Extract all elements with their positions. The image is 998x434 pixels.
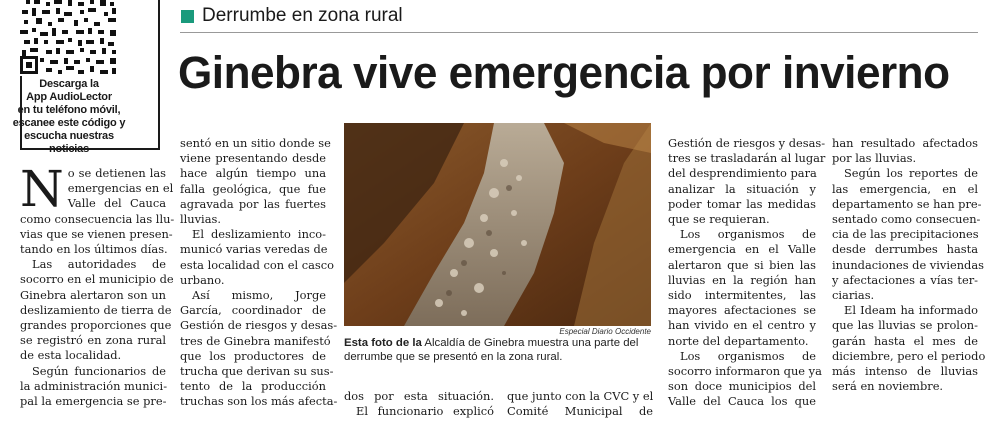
text-line: El deslizamiento inco- bbox=[192, 227, 326, 242]
text-line: viene presentando desde bbox=[180, 151, 326, 166]
text-line: la administración munici- bbox=[20, 378, 168, 393]
qr-caption-line: escucha nuestras noticias bbox=[24, 130, 114, 155]
text-line: desde derrumbes hasta bbox=[832, 242, 978, 257]
text-line: como consecuencia las llu- bbox=[20, 211, 175, 226]
text-line: trucha que derivan su sus- bbox=[180, 364, 334, 379]
text-line: han vivido en el centro y bbox=[668, 318, 816, 333]
text-line: lluvias. bbox=[180, 212, 221, 227]
section-divider bbox=[180, 32, 978, 33]
text-line: han resultado afectados bbox=[832, 136, 978, 150]
article-column-2 bbox=[180, 136, 338, 410]
headline: Ginebra vive emergencia por invierno bbox=[178, 47, 950, 98]
text-line: El funcionario explicó bbox=[356, 404, 494, 419]
text-line: por las lluvias. bbox=[832, 151, 917, 166]
landslide-image-icon bbox=[344, 123, 651, 326]
text-line: de esta localidad. bbox=[20, 348, 122, 363]
article-column-6 bbox=[832, 136, 986, 394]
text-line: hace algún tiempo una bbox=[180, 166, 326, 181]
text-line: Ginebra alertaron son un bbox=[20, 287, 166, 302]
article-column-5 bbox=[668, 136, 826, 410]
text-line: del desprendimiento para bbox=[668, 166, 817, 181]
text-line: mayores afectaciones se bbox=[668, 303, 816, 318]
text-line: que los productores de bbox=[180, 348, 326, 363]
landslide-photo bbox=[344, 123, 651, 326]
text-line: diciembre, pero el periodo bbox=[832, 348, 986, 363]
text-line: vias que se vienen presen- bbox=[20, 226, 173, 241]
text-line: tres de Ginebra manifestó bbox=[180, 333, 331, 348]
text-line: alertaron que si bien las bbox=[668, 257, 816, 272]
text-line: ciarias. bbox=[832, 288, 875, 303]
text-line: urbano. bbox=[180, 272, 225, 287]
text-line: son doce municipios del bbox=[668, 379, 816, 394]
photo-caption-text: Alcaldía de Ginebra muestra una parte del derrumbe que se presentó en la zona rural. bbox=[344, 337, 639, 363]
text-line: más intenso de lluvias bbox=[832, 364, 978, 379]
column-lines bbox=[832, 136, 986, 394]
text-line: municó varias veredas de bbox=[180, 242, 328, 257]
text-line: sido intermitentes, las bbox=[668, 288, 816, 303]
photo-credit: Especial Diario Occidente bbox=[559, 327, 651, 336]
article-column-4 bbox=[507, 389, 653, 419]
text-line: y afectaciones a vías ter- bbox=[832, 272, 978, 287]
text-line: Gestión de riesgos y desas- bbox=[668, 136, 826, 150]
text-line: norte del departamento. bbox=[668, 333, 809, 348]
text-line: las emergencia, en el bbox=[832, 181, 978, 196]
article-column-1 bbox=[20, 160, 175, 409]
section-marker-icon bbox=[181, 10, 194, 23]
text-line: sentado como consecuen- bbox=[832, 212, 981, 227]
section-label: Derrumbe en zona rural bbox=[202, 5, 403, 26]
text-line: truchas son los más afecta- bbox=[180, 394, 338, 409]
text-line: emergencia en el Valle bbox=[668, 242, 816, 257]
drop-cap: N bbox=[20, 160, 64, 218]
text-line: que las lluvias se prolon- bbox=[832, 318, 978, 333]
text-line: Valle del Cauca bbox=[67, 196, 166, 211]
text-line: que junto con la CVC y el bbox=[507, 389, 654, 403]
text-line: analizar la situación y bbox=[668, 181, 816, 196]
qr-caption-line: App AudioLector bbox=[26, 91, 112, 103]
column-lines bbox=[668, 136, 826, 410]
text-line: garán hasta el mes de bbox=[832, 333, 978, 348]
text-line: tento de la producción bbox=[180, 379, 326, 394]
qr-caption-line: Descarga la bbox=[39, 78, 99, 90]
text-line: El Ideam ha informado bbox=[844, 303, 978, 318]
text-line: Según los reportes de bbox=[844, 166, 978, 181]
text-line: García, coordinador de bbox=[180, 303, 326, 318]
text-line: tres se trasladarán al lugar bbox=[668, 151, 826, 166]
photo-caption bbox=[344, 336, 651, 364]
text-line: socorro en el municipio de bbox=[20, 272, 174, 287]
article-column-3 bbox=[344, 389, 494, 419]
text-line: Según funcionarios de bbox=[32, 363, 166, 378]
text-line: falla geológica, que fue bbox=[180, 181, 326, 196]
text-line: socorro informaron que ya bbox=[668, 364, 822, 379]
qr-caption-line: escanee este código y bbox=[12, 117, 126, 129]
column-lines bbox=[507, 389, 653, 419]
text-line: Así mismo, Jorge bbox=[192, 288, 326, 303]
text-line: que se requieran. bbox=[668, 212, 770, 227]
text-line: departamento se han pre- bbox=[832, 196, 982, 211]
column-lines bbox=[180, 136, 338, 410]
text-line: Los organismos de bbox=[680, 348, 816, 363]
column-lines bbox=[344, 389, 494, 419]
text-line: dos por esta situación. bbox=[344, 389, 494, 403]
qr-caption-line: en tu teléfono móvil, bbox=[17, 104, 121, 116]
text-line: tando en los últimos días. bbox=[20, 242, 168, 257]
text-line: Los organismos de bbox=[680, 227, 816, 242]
text-line: grandes proporciones que bbox=[20, 318, 172, 333]
text-line: poder tomar las medidas bbox=[668, 196, 816, 211]
text-line: sentó en un sitio donde se bbox=[180, 136, 331, 150]
text-line: Valle del Cauca los que bbox=[668, 394, 816, 409]
text-line: esta localidad con el casco bbox=[180, 257, 334, 272]
text-line: cia de las precipitaciones bbox=[832, 227, 979, 242]
text-line: agravada por las fuertes bbox=[180, 196, 326, 211]
text-line: Gestión de riesgos y desas- bbox=[180, 318, 338, 333]
qr-code-icon[interactable] bbox=[20, 0, 120, 76]
text-line: emergencias en el bbox=[67, 181, 174, 196]
text-line: será en noviembre. bbox=[832, 379, 944, 394]
text-line: deslizamiento de tierra de bbox=[20, 302, 172, 317]
text-line: lluvias en la región han bbox=[668, 272, 816, 287]
text-line: Las autoridades de bbox=[32, 257, 166, 272]
text-line: o se detienen las bbox=[67, 166, 166, 180]
photo-caption-lead: Esta foto de la bbox=[344, 337, 422, 349]
text-line: Comité Municipal de bbox=[507, 404, 653, 419]
text-line: se registró en zona rural bbox=[20, 333, 166, 348]
text-line: pal la emergencia se pre- bbox=[20, 394, 167, 409]
qr-caption bbox=[4, 78, 134, 156]
text-line: inundaciones de viviendas bbox=[832, 257, 984, 272]
